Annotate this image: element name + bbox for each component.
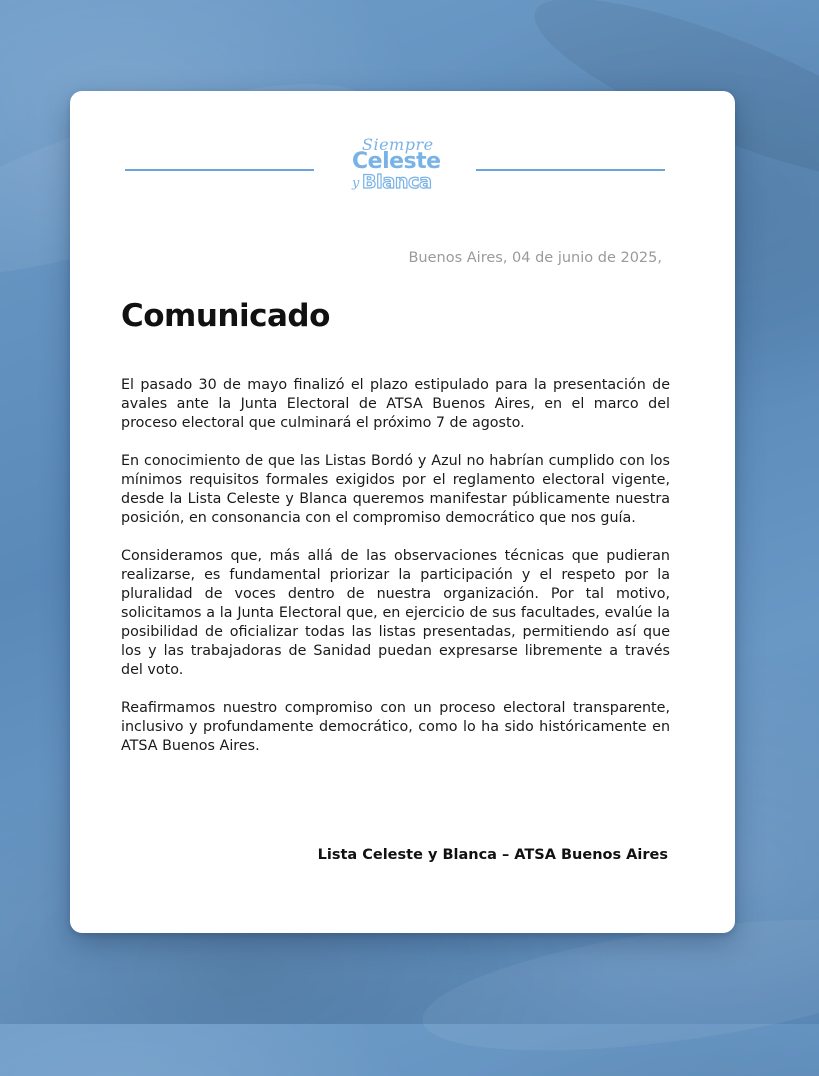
logo-blanca-text: Blanca bbox=[362, 171, 432, 193]
logo-celeste-text: Celeste bbox=[352, 149, 441, 174]
letter-card bbox=[70, 91, 735, 933]
body-paragraph: En conocimiento de que las Listas Bordó y Azul no habrían cumplido con los mínimos requisitos formales exigidos por el reglamento electoral vigente, desde la Lista Celeste y Blanca queremos manifestar públicamente nuestra posición, en consonancia con el compromiso democrático que nos guía. bbox=[121, 453, 670, 526]
header-divider-left bbox=[125, 169, 314, 171]
body-paragraph: Reafirmamos nuestro compromiso con un proceso electoral transparente, inclusivo y profundamente democrático, como lo ha sido históricamente en ATSA Buenos Aires. bbox=[121, 700, 670, 754]
logo-siempre-text: Siempre bbox=[362, 135, 434, 154]
body-paragraph: Consideramos que, más allá de las observaciones técnicas que pudieran realizarse, es fundamental priorizar la participación y el respeto por la pluralidad de voces dentro de nuestra organización. Por tal motivo, solicitamos a la Junta Electoral que, en ejercicio de sus facultades, evalúe la posibilidad de oficializar todas las listas presentadas, permitiendo así que los y las trabajadoras de Sanidad puedan expresarse libremente a través del voto. bbox=[121, 548, 670, 678]
body-paragraph: El pasado 30 de mayo finalizó el plazo estipulado para la presentación de avales ante la Junta Electoral de ATSA Buenos Aires, en el marco del proceso electoral que culminará el próximo 7 de agosto. bbox=[121, 377, 670, 431]
logo-y-text: y bbox=[352, 176, 360, 191]
letter-date: Buenos Aires, 04 de junio de 2025, bbox=[408, 250, 662, 266]
siempre-celeste-y-blanca-logo bbox=[340, 135, 458, 203]
letter-title: Comunicado bbox=[121, 298, 330, 334]
header-divider-right bbox=[476, 169, 665, 171]
letter-body bbox=[121, 376, 670, 775]
letter-signature: Lista Celeste y Blanca – ATSA Buenos Aires bbox=[317, 847, 668, 863]
